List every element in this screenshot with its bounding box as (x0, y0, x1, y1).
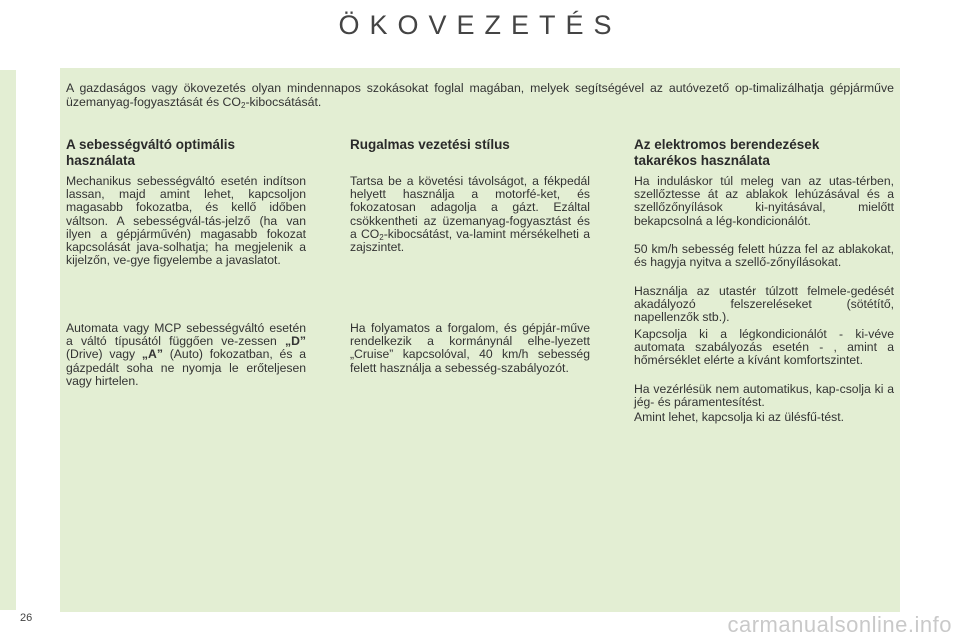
paragraph-electrical-3: Használja az utastér túlzott felmele-gedését akadályozó felszereléseket (sötétítő, napellenzők stb.). (634, 284, 894, 325)
page-number: 26 (20, 612, 33, 624)
paragraph-electrical-6: Amint lehet, kapcsolja ki az ülésfű-tést. (634, 410, 844, 424)
intro-subscript: 2 (240, 101, 246, 110)
heading-electrical: Az elektromos berendezések takarékos használata (634, 137, 820, 168)
paragraph-electrical-5: Ha vezérlésük nem automatikus, kap-csolja ki a jég- és páramentesítést. (634, 382, 894, 410)
paragraph-electrical-4: Kapcsolja ki a légkondicionálót - ki-véve automata szabályozás esetén - , amint a hőmérséklet elérte a kívánt komfortszintet. (634, 327, 894, 368)
heading-driving-style: Rugalmas vezetési stílus (350, 137, 510, 152)
left-margin-stripe (0, 70, 16, 610)
intro-paragraph (66, 81, 894, 109)
intro-text-end: -kibocsátását. (245, 95, 322, 109)
text-segment: -kibocsátást, va-lamint mérsékelheti a zajszintet. (350, 226, 590, 255)
bold-drive-mode: „D” (285, 334, 306, 349)
page-title: ÖKOVEZETÉS (338, 10, 622, 40)
intro-text: A gazdaságos vagy ökovezetés olyan mindennapos szokásokat foglal magában, melyek segítségével az autóvezető op-timalizálhatja gépjárműve üzemanyag-fogyasztását és CO (66, 81, 894, 109)
paragraph-manual-gearbox: Mechanikus sebességváltó esetén indítson lassan, majd amint lehet, kapcsoljon magasabb fokozatba, és kellő időben váltson. A sebességvál-tás-jelző (ha van ilyen a gépjárművén) magasabb fokozat kapcsolását java-solhatja; ha megjelenik a kijelzőn, ve-gye figyelembe a javaslatot. (66, 174, 306, 268)
paragraph-electrical-1: Ha induláskor túl meleg van az utas-térben, szellőztesse át az ablakok lehúzásával és a szellőzőnyílások ki-nyitásával, mielőtt bekapcsolná a lég-kondicionálót. (634, 174, 894, 228)
paragraph-automatic-gearbox (66, 322, 306, 388)
bold-auto-mode: „A” (141, 347, 163, 362)
text-segment: Automata vagy MCP sebességváltó esetén a váltó típusától függően ve-zessen (66, 321, 306, 349)
heading-gearbox: A sebességváltó optimális használata (66, 137, 236, 168)
text-segment: (Auto) fokozatban, és a gázpedált soha ne nyomja le erőteljesen vagy hirtelen. (66, 347, 306, 388)
paragraph-following-distance (350, 175, 590, 254)
text-segment: Tartsa be a követési távolságot, a fékpedál helyett használja a motorfé-ket, és fokozatosan adagolja a gázt. Ezáltal csökkentheti az üzemanyag-fogyasztást és a CO (350, 174, 590, 241)
paragraph-electrical-2: 50 km/h sebesség felett húzza fel az ablakokat, és hagyja nyitva a szellő-zőnyílásokat. (634, 242, 894, 270)
paragraph-cruise-control: Ha folyamatos a forgalom, és gépjár-műve rendelkezik a kormánynál elhe-lyezett „Cruise” kapcsolóval, 40 km/h sebesség felett használja a sebesség-szabályozót. (350, 321, 590, 375)
text-segment: (Drive) vagy (66, 347, 142, 362)
watermark: carmanualsonline.info (727, 612, 952, 637)
co2-subscript: 2 (379, 232, 384, 242)
